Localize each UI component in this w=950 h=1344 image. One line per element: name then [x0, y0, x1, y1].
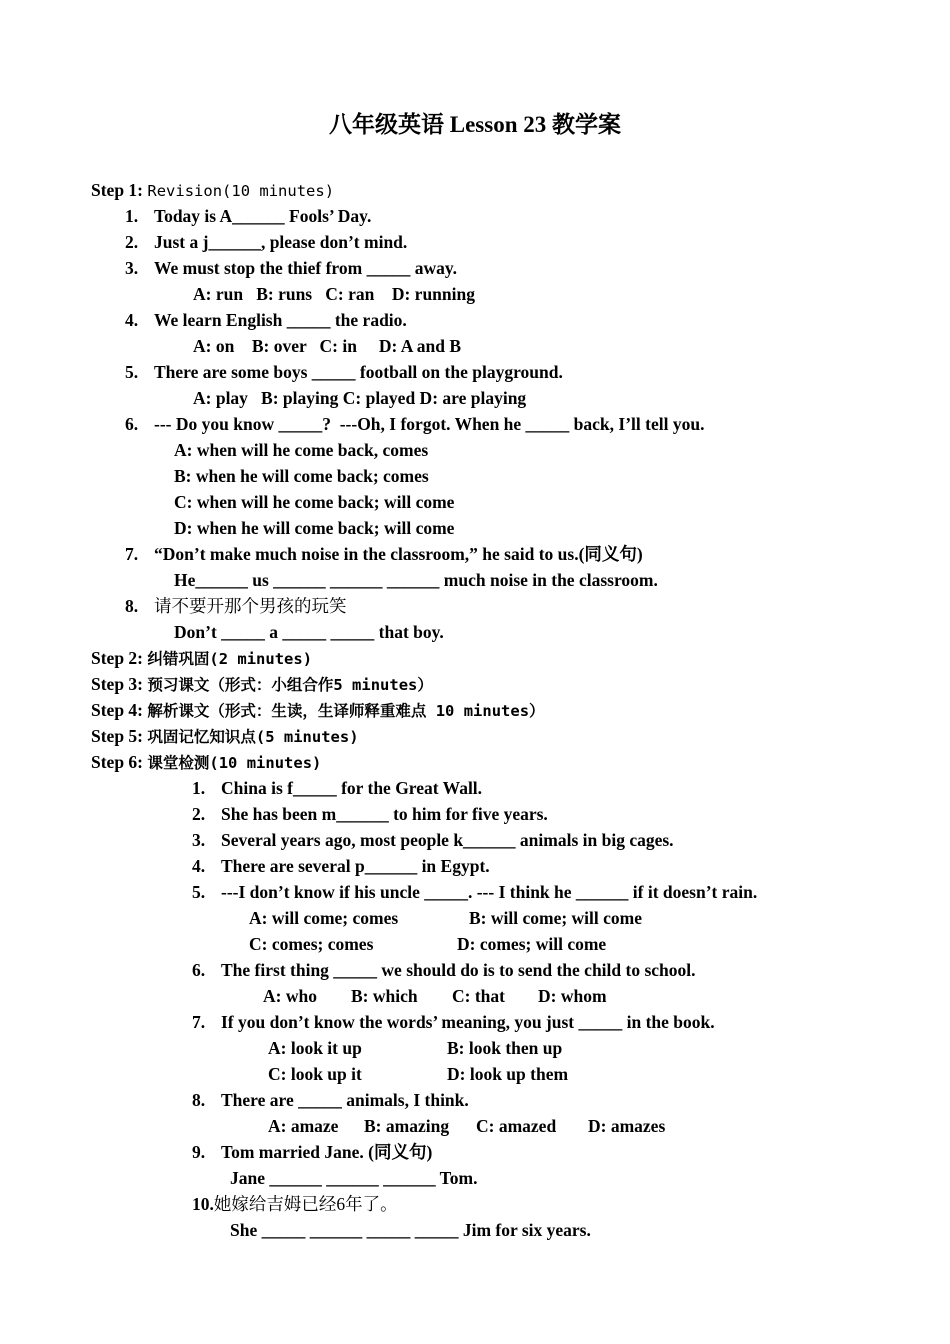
option-b: B: which	[351, 986, 418, 1006]
question-text: Several years ago, most people k______ animals in big cages.	[221, 830, 674, 850]
step-label: Step 1:	[91, 180, 144, 200]
option-b: B: amazing	[364, 1116, 450, 1136]
question-item	[91, 359, 911, 385]
step-label: Step 2:	[91, 648, 144, 668]
question-text: There are _____ animals, I think.	[221, 1090, 469, 1110]
answer-options	[91, 983, 911, 1009]
question-text: China is f_____ for the Great Wall.	[221, 778, 483, 798]
question-item	[91, 1191, 911, 1217]
answer-choice: D: when he will come back; will come	[174, 518, 455, 538]
question-number: 7.	[125, 544, 139, 564]
question-text: The first thing _____ we should do is to send the child to school.	[221, 960, 696, 980]
question-number: 3.	[125, 258, 139, 278]
option-d: D: comes; will come	[457, 934, 607, 954]
option-d: D: whom	[538, 986, 607, 1006]
step-3-heading	[91, 671, 911, 697]
question-text: She has been m______ to him for five years.	[221, 804, 548, 824]
option-c: C: amazed	[476, 1116, 557, 1136]
option-d: D: amazes	[588, 1116, 666, 1136]
question-text: ---I don’t know if his uncle _____. --- I think he ______ if it doesn’t rain.	[221, 882, 758, 902]
question-item	[91, 1009, 911, 1035]
option-a: A: look it up	[268, 1038, 362, 1058]
question-text: 她嫁给吉姆已经6年了。	[213, 1194, 398, 1214]
step-1-heading	[91, 177, 911, 203]
question-item	[91, 229, 911, 255]
step-title: 课堂检测(10 minutes)	[147, 754, 322, 772]
question-text: Just a j______, please don’t mind.	[154, 232, 408, 252]
answer-options: A: play B: playing C: played D: are playing	[193, 388, 527, 408]
question-text: If you don’t know the words’ meaning, you just _____ in the book.	[221, 1012, 715, 1032]
question-number: 6.	[192, 960, 206, 980]
step-5-heading	[91, 723, 911, 749]
question-number: 2.	[125, 232, 139, 252]
question-item	[91, 957, 911, 983]
question-text: --- Do you know _____? ---Oh, I forgot. When he _____ back, I’ll tell you.	[154, 414, 705, 434]
step-title: 解析课文（形式：生读，生译师释重难点 10 minutes）	[147, 702, 545, 720]
step-title: 纠错巩固(2 minutes)	[147, 650, 313, 668]
question-item	[91, 1087, 911, 1113]
question-number: 1.	[192, 778, 206, 798]
question-item	[91, 801, 911, 827]
answer-line: Jane ______ ______ ______ Tom.	[230, 1168, 478, 1188]
question-item	[91, 307, 911, 333]
question-number: 6.	[125, 414, 139, 434]
question-number: 4.	[125, 310, 139, 330]
answer-choice: B: when he will come back; comes	[174, 466, 429, 486]
step-label: Step 3:	[91, 674, 144, 694]
answer-line: Don’t _____ a _____ _____ that boy.	[174, 622, 444, 642]
option-b: B: will come; will come	[469, 908, 643, 928]
answer-line: She _____ ______ _____ _____ Jim for six years.	[230, 1220, 591, 1240]
step-2-heading	[91, 645, 911, 671]
answer-options	[91, 1061, 911, 1087]
option-c: C: that	[452, 986, 505, 1006]
question-number: 3.	[192, 830, 206, 850]
question-item	[91, 593, 911, 619]
question-number: 1.	[125, 206, 139, 226]
question-item	[91, 1139, 911, 1165]
question-item	[91, 853, 911, 879]
question-text: We must stop the thief from _____ away.	[154, 258, 457, 278]
step-4-heading	[91, 697, 911, 723]
question-number: 7.	[192, 1012, 206, 1032]
question-number: 10.	[192, 1194, 214, 1214]
step-label: Step 6:	[91, 752, 144, 772]
option-c: C: comes; comes	[249, 934, 374, 954]
step-6-heading	[91, 749, 911, 775]
question-text: Today is A______ Fools’ Day.	[154, 206, 372, 226]
question-text: There are several p______ in Egypt.	[221, 856, 490, 876]
question-text: “Don’t make much noise in the classroom,” he said to us.(同义句)	[154, 544, 643, 564]
question-number: 8.	[125, 596, 139, 616]
question-item	[91, 827, 911, 853]
question-item	[91, 541, 911, 567]
option-a: A: will come; comes	[249, 908, 399, 928]
question-item	[91, 879, 911, 905]
worksheet-content	[91, 177, 911, 1243]
option-d: D: look up them	[447, 1064, 569, 1084]
page-title: 八年级英语 Lesson 23 教学案	[329, 112, 621, 137]
option-c: C: look up it	[268, 1064, 362, 1084]
answer-options	[91, 905, 911, 931]
question-number: 2.	[192, 804, 206, 824]
question-item	[91, 775, 911, 801]
answer-options: A: run B: runs C: ran D: running	[193, 284, 475, 304]
question-number: 9.	[192, 1142, 206, 1162]
step-label: Step 5:	[91, 726, 144, 746]
question-number: 5.	[192, 882, 206, 902]
question-text: 请不要开那个男孩的玩笑	[154, 596, 347, 616]
question-item	[91, 411, 911, 437]
question-text: We learn English _____ the radio.	[154, 310, 407, 330]
question-number: 8.	[192, 1090, 206, 1110]
answer-line: He______ us ______ ______ ______ much noise in the classroom.	[174, 570, 658, 590]
option-b: B: look then up	[447, 1038, 563, 1058]
step-label: Step 4:	[91, 700, 144, 720]
answer-options	[91, 1113, 911, 1139]
option-a: A: who	[263, 986, 317, 1006]
question-item	[91, 203, 911, 229]
step-title: Revision(10 minutes)	[147, 182, 335, 200]
step-title: 预习课文（形式：小组合作5 minutes）	[147, 676, 433, 694]
answer-options: A: on B: over C: in D: A and B	[193, 336, 462, 356]
question-text: There are some boys _____ football on the playground.	[154, 362, 563, 382]
question-item	[91, 255, 911, 281]
answer-choice: C: when will he come back; will come	[174, 492, 455, 512]
answer-choice: A: when will he come back, comes	[174, 440, 429, 460]
question-text: Tom married Jane. (同义句)	[221, 1142, 433, 1162]
answer-options	[91, 931, 911, 957]
step-title: 巩固记忆知识点(5 minutes)	[147, 728, 359, 746]
option-a: A: amaze	[268, 1116, 339, 1136]
answer-options	[91, 1035, 911, 1061]
question-number: 5.	[125, 362, 139, 382]
question-number: 4.	[192, 856, 206, 876]
